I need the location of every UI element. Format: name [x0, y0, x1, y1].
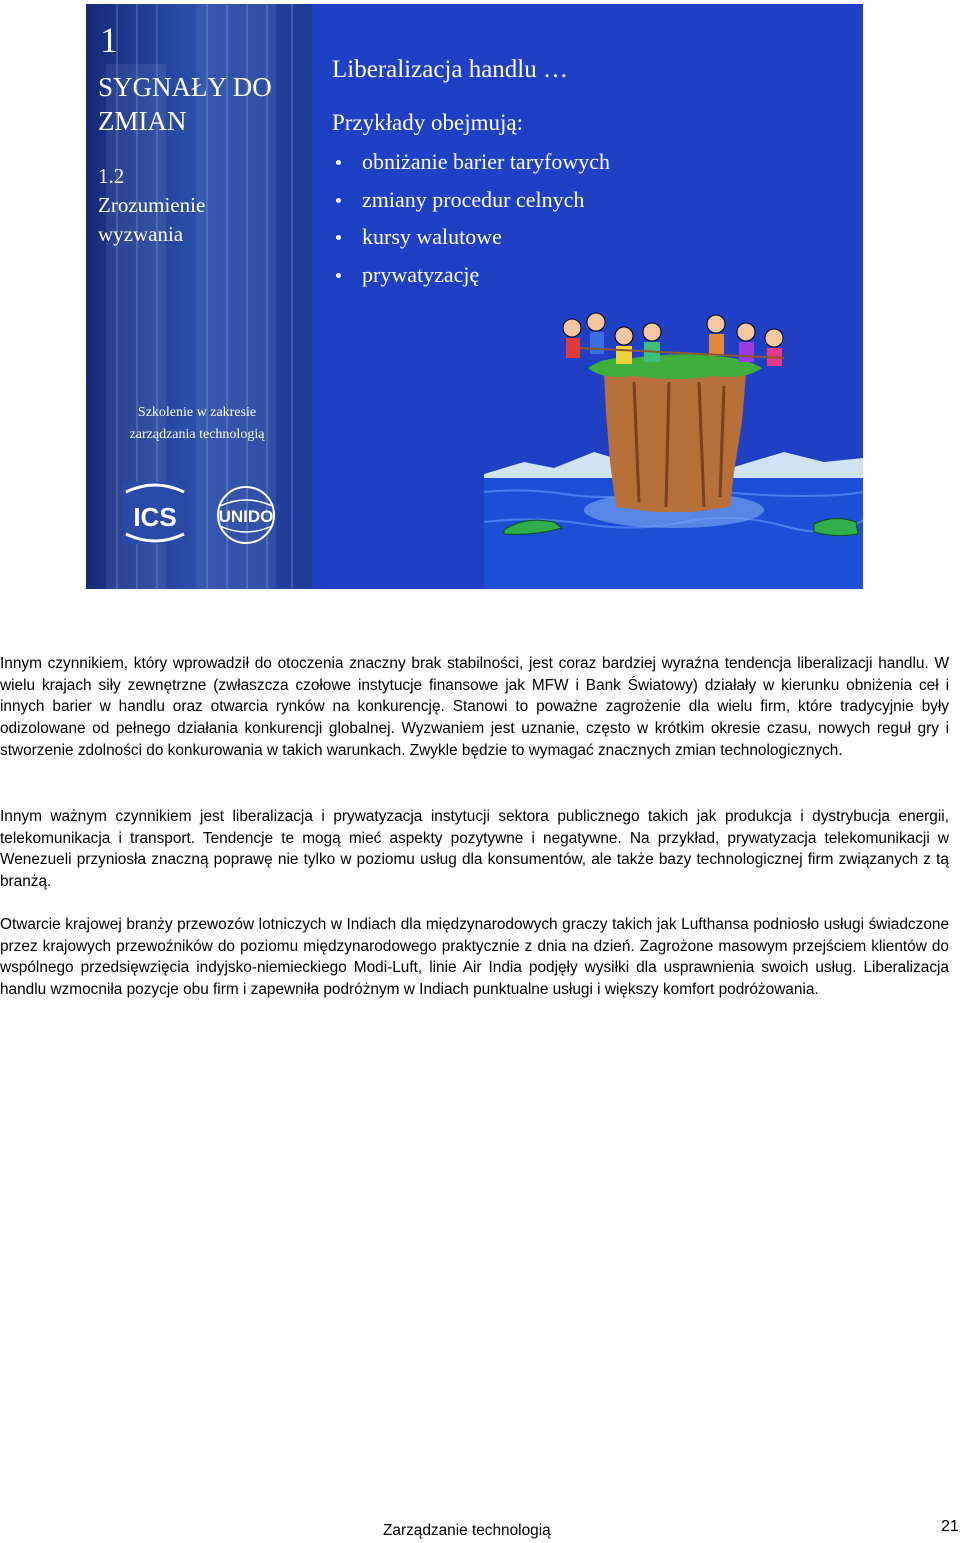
unido-logo-text: UNIDO	[218, 507, 274, 526]
slide-bullet	[336, 219, 610, 257]
footer-title: Zarządzanie technologią	[383, 1522, 551, 1539]
slide-bullet	[336, 182, 610, 220]
slide-subtitle: Przykłady obejmują:	[332, 110, 523, 135]
slide-bullet	[336, 257, 610, 295]
slide-training-line: Szkolenie w zakresie	[137, 405, 257, 420]
grass-top	[588, 354, 762, 379]
crocodile-shape	[814, 518, 858, 535]
cliff-island-illustration	[484, 302, 863, 589]
paragraph-india-airlines: Otwarcie krajowej branży przewozów lotniczych w Indiach dla międzynarodowych graczy takich jak Lufthansa podniosło usługi świadczone przez krajowych przewoźników do poziomu międzynarodowego praktycznie z dnia na dzień. Zagrożone masowym przejściem klientów do wspólnego przedsięwzięcia indyjsko-niemieckiego Modi-Luft, linie Air India podjęły wysiłki dla usprawnienia swoich usług. Liberalizacja handlu wzmocniła pozycje obu firm i zapewniła podróżnym w Indiach punktualne usługi i większy komfort podróżowania.	[0, 916, 949, 999]
slide-subsection-line: 1.2	[98, 164, 125, 188]
ics-logo-text: ICS	[133, 502, 177, 532]
slide-bullet-text: zmiany procedur celnych	[362, 186, 585, 212]
slide-section-line: ZMIAN	[98, 106, 187, 136]
slide-training-line: zarządzania technologią	[129, 427, 265, 442]
slide-bullet-text: obniżanie barier taryfowych	[362, 149, 610, 174]
slide-image	[86, 4, 863, 589]
bullet-icon	[336, 198, 341, 203]
slide-title: Liberalizacja handlu …	[332, 56, 568, 83]
slide-bullet-list	[336, 144, 610, 294]
slide-section-line: SYGNAŁY DO	[98, 72, 272, 102]
slide-bullet	[336, 144, 610, 182]
unido-logo	[208, 484, 284, 546]
slide-number: 1	[100, 20, 118, 60]
paragraph-privatization: Innym ważnym czynnikiem jest liberalizacja i prywatyzacja instytucji sektora publicznego takich jak produkcja i dystrybucja energii, telekomunikacja i transport. Tendencje te mogą mieć aspekty pozytywne i negatywne. Na przykład, prywatyzacja telekomunikacji w Wenezueli przyniosła znaczną poprawę nie tylko w poziomu usług dla konsumentów, ale także bazy technologicznej firm związanych z tą branżą.	[0, 808, 949, 891]
slide-section-title	[98, 70, 272, 138]
slide-bullet-text: prywatyzację	[362, 261, 480, 287]
slide-subsection-line: wyzwania	[98, 222, 184, 246]
building-stripe	[291, 4, 293, 589]
bullet-icon	[336, 273, 341, 278]
paragraph-trade-liberalization: Innym czynnikiem, który wprowadził do otoczenia znaczny brak stabilności, jest coraz bardziej wyraźna tendencja liberalizacji handlu. W wielu krajach siły zewnętrzne (zwłaszcza czołowe instytucje finansowe jak MFW i Bank Światowy) działały w kierunku obniżenia ceł i innych barier w handlu oraz otwarcia rynków na konkurencję. Stanowi to poważne zagrożenie dla wielu firm, które tradycyjnie były odizolowane od pełnego działania konkurencji globalnej. Wyzwaniem jest uznanie, często w krótkim okresie czasu, nowych reguł gry i stworzenie zdolności do konkurowania w takich warunkach. Zwykle będzie to wymagać znacznych zmian technologicznych.	[0, 655, 949, 759]
page-number: 21	[941, 1518, 959, 1535]
ics-logo	[122, 482, 188, 544]
bullet-icon	[336, 235, 341, 240]
slide-subsection	[98, 162, 205, 249]
slide-subsection-line: Zrozumienie	[98, 193, 206, 217]
slide-training-label	[112, 402, 282, 446]
slide-bullet-text: kursy walutowe	[362, 224, 502, 249]
bullet-icon	[336, 160, 341, 165]
